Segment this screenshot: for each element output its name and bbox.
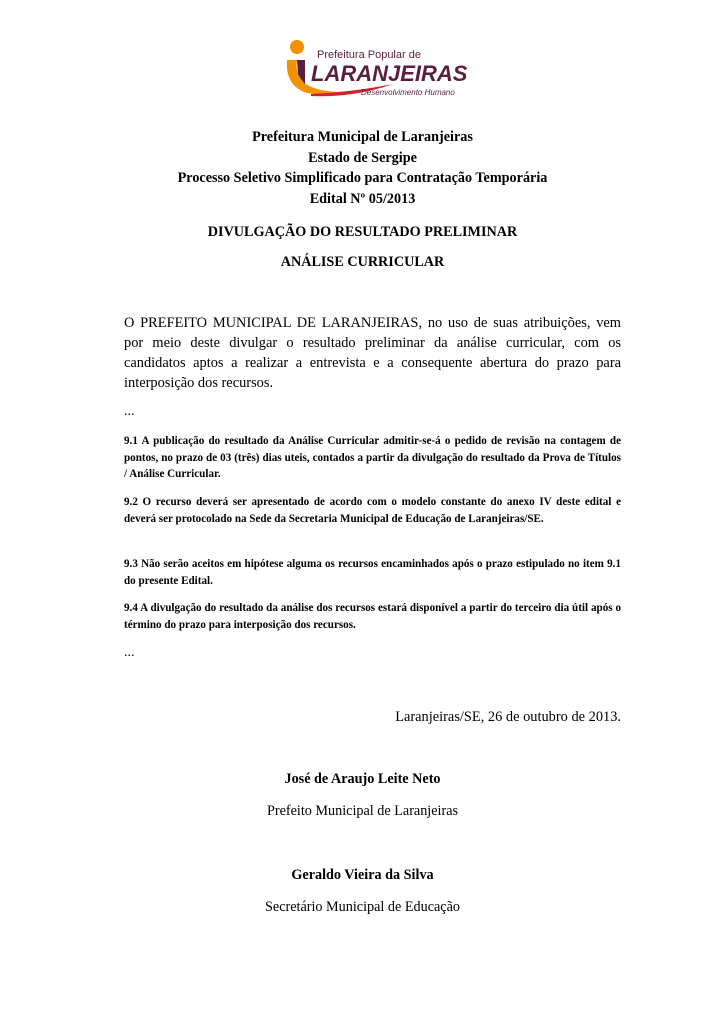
header-estado: Estado de Sergipe bbox=[308, 150, 417, 166]
ellipsis-top: ... bbox=[124, 404, 135, 419]
signatory-secretary-name: Geraldo Vieira da Silva bbox=[291, 867, 434, 883]
document-title: DIVULGAÇÃO DO RESULTADO PRELIMINAR bbox=[207, 224, 518, 240]
logo-dot bbox=[290, 40, 304, 54]
laranjeiras-logo bbox=[283, 38, 473, 100]
header-processo: Processo Seletivo Simplificado para Contratação Temporária bbox=[177, 170, 548, 186]
clause-9-2: 9.2 O recurso deverá ser apresentado de acordo com o modelo constante do anexo IV deste edital e deverá ser protocolado na Sede da Secretaria Municipal de Educação de Laranjeiras/SE. bbox=[124, 496, 621, 525]
intro-paragraph: O PREFEITO MUNICIPAL DE LARANJEIRAS, no uso de suas atribuições, vem por meio deste divulgar o resultado preliminar da análise curricular, com os candidatos aptos a realizar a entrevista e a consequente abertura do prazo para interposição dos recursos. bbox=[124, 315, 621, 391]
clause-9-4: 9.4 A divulgação do resultado da análise dos recursos estará disponível a partir do terceiro dia útil após o término do prazo para interposição dos recursos. bbox=[124, 602, 621, 631]
signatory-secretary-role: Secretário Municipal de Educação bbox=[265, 899, 460, 915]
logo-graphic bbox=[283, 38, 473, 100]
clause-9-3: 9.3 Não serão aceitos em hipótese alguma os recursos encaminhados após o prazo estipulado no item 9.1 do presente Edital. bbox=[124, 558, 621, 587]
logo-line2: LARANJEIRAS bbox=[311, 61, 468, 86]
header-prefeitura: Prefeitura Municipal de Laranjeiras bbox=[252, 129, 473, 145]
header-edital: Edital Nº 05/2013 bbox=[309, 191, 416, 207]
logo-line1: Prefeitura Popular de bbox=[317, 49, 421, 61]
signatory-mayor-name: José de Araujo Leite Neto bbox=[284, 771, 441, 787]
document-subtitle: ANÁLISE CURRICULAR bbox=[280, 254, 445, 270]
place-and-date: Laranjeiras/SE, 26 de outubro de 2013. bbox=[395, 709, 621, 725]
ellipsis-bottom: ... bbox=[124, 645, 135, 660]
logo-line3: Desenvolvimento Humano bbox=[361, 88, 455, 97]
clause-9-1: 9.1 A publicação do resultado da Análise Curricular admitir-se-á o pedido de revisão na contagem de pontos, no prazo de 03 (três) dias uteis, contados a partir da divulgação do resultado da Prova de Títulos / Análise Curricular. bbox=[124, 435, 621, 480]
signatory-mayor-role: Prefeito Municipal de Laranjeiras bbox=[266, 803, 459, 819]
